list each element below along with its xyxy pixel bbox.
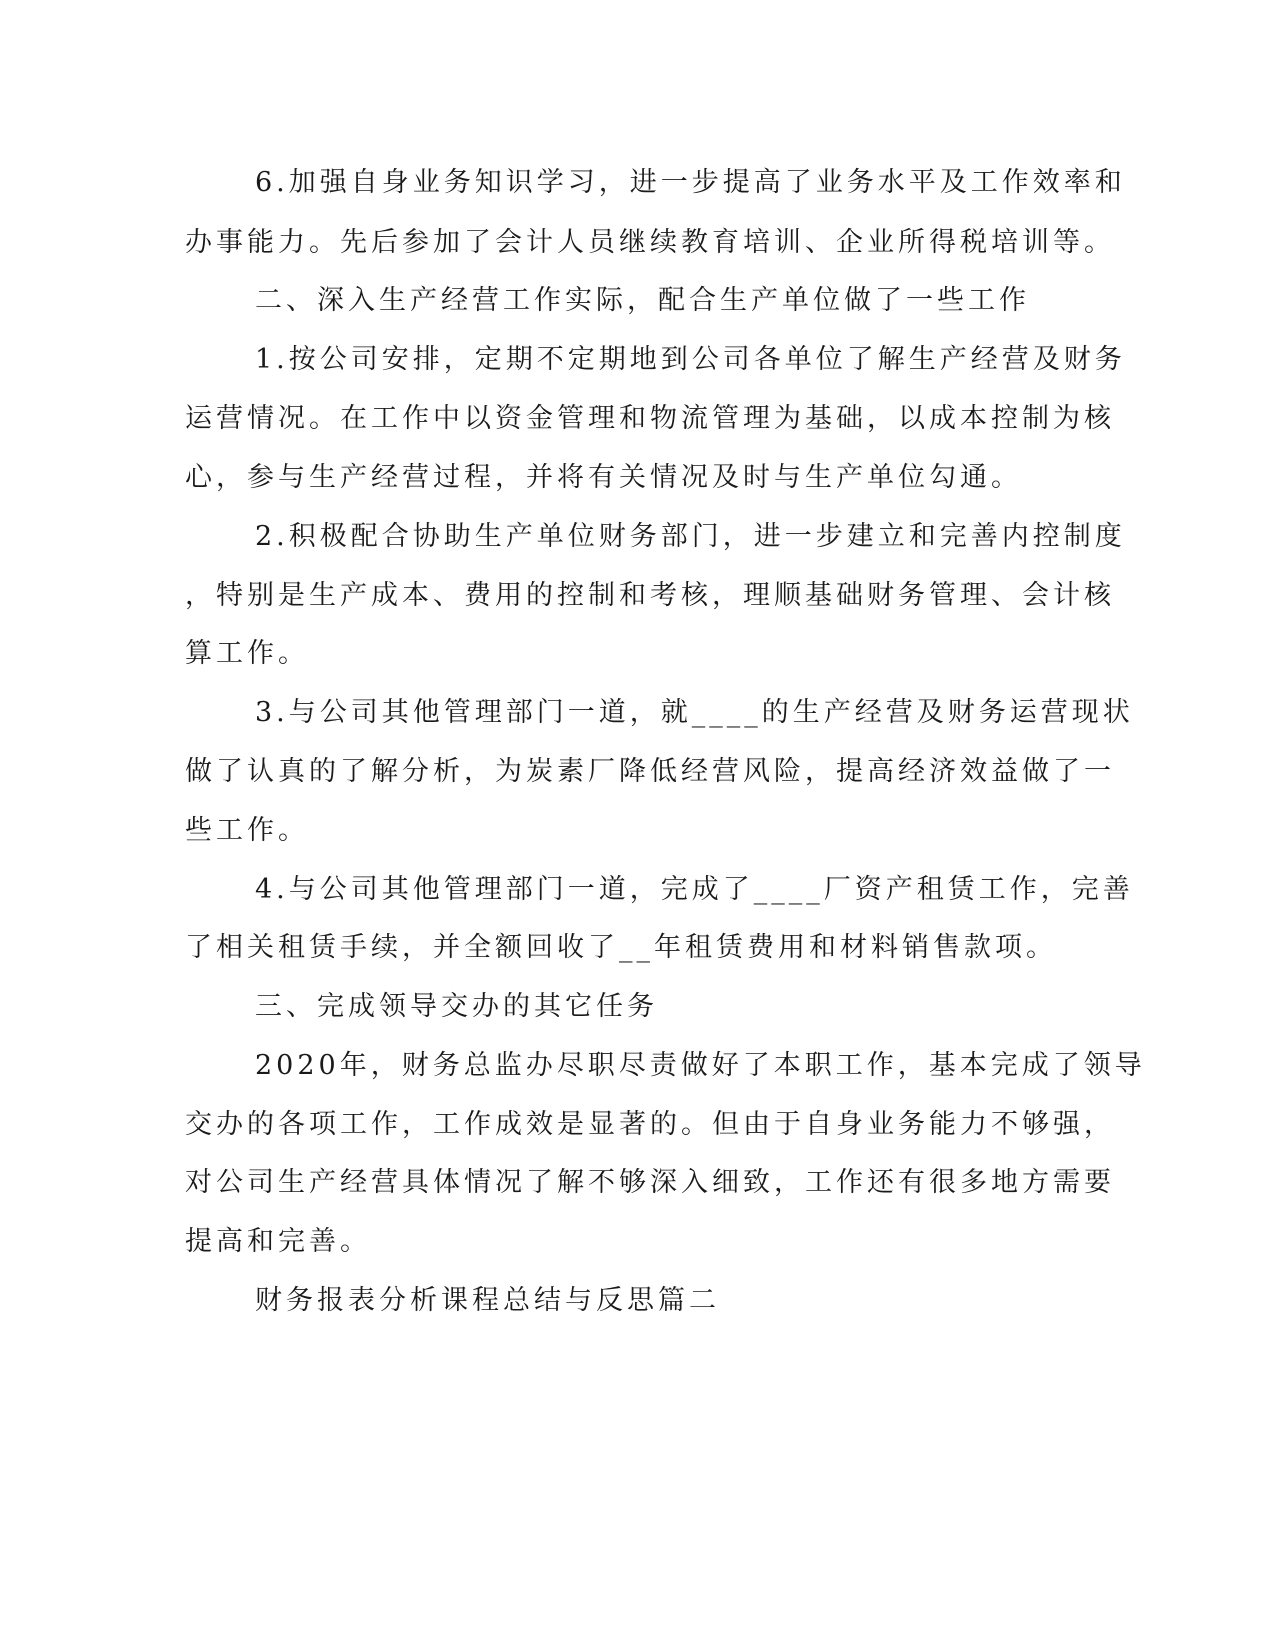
paragraph-line: 算工作。 [185, 638, 309, 669]
paragraph-line: 6.加强自身业务知识学习，进一步提高了业务水平及工作效率和 [255, 167, 1126, 198]
paragraph-line: 做了认真的了解分析，为炭素厂降低经营风险，提高经济效益做了一 [185, 756, 1115, 787]
paragraph-line: 1.按公司安排，定期不定期地到公司各单位了解生产经营及财务 [255, 344, 1126, 375]
paragraph-line: ，特别是生产成本、费用的控制和考核，理顺基础财务管理、会计核 [185, 580, 1115, 611]
paragraph-line: 心，参与生产经营过程，并将有关情况及时与生产单位勾通。 [185, 462, 1022, 493]
section-heading: 二、深入生产经营工作实际，配合生产单位做了一些工作 [255, 285, 1030, 316]
paragraph-line: 2020年，财务总监办尽职尽责做好了本职工作，基本完成了领导 [255, 1050, 1146, 1081]
paragraph-line: 运营情况。在工作中以资金管理和物流管理为基础，以成本控制为核 [185, 403, 1115, 434]
section-heading: 三、完成领导交办的其它任务 [255, 991, 658, 1022]
paragraph-line: 交办的各项工作，工作成效是显著的。但由于自身业务能力不够强， [185, 1109, 1115, 1140]
paragraph-line: 提高和完善。 [185, 1226, 371, 1257]
paragraph-line: 对公司生产经营具体情况了解不够深入细致，工作还有很多地方需要 [185, 1167, 1115, 1198]
paragraph-line: 些工作。 [185, 815, 309, 846]
paragraph-line: 3.与公司其他管理部门一道，就____的生产经营及财务运营现状 [255, 697, 1134, 728]
document-title-next: 财务报表分析课程总结与反思篇二 [255, 1285, 720, 1316]
paragraph-line: 了相关租赁手续，并全额回收了__年租赁费用和材料销售款项。 [185, 932, 1057, 963]
paragraph-line: 2.积极配合协助生产单位财务部门，进一步建立和完善内控制度 [255, 521, 1126, 552]
paragraph-line: 4.与公司其他管理部门一道，完成了____厂资产租赁工作，完善 [255, 874, 1134, 905]
paragraph-line: 办事能力。先后参加了会计人员继续教育培训、企业所得税培训等。 [185, 227, 1115, 258]
